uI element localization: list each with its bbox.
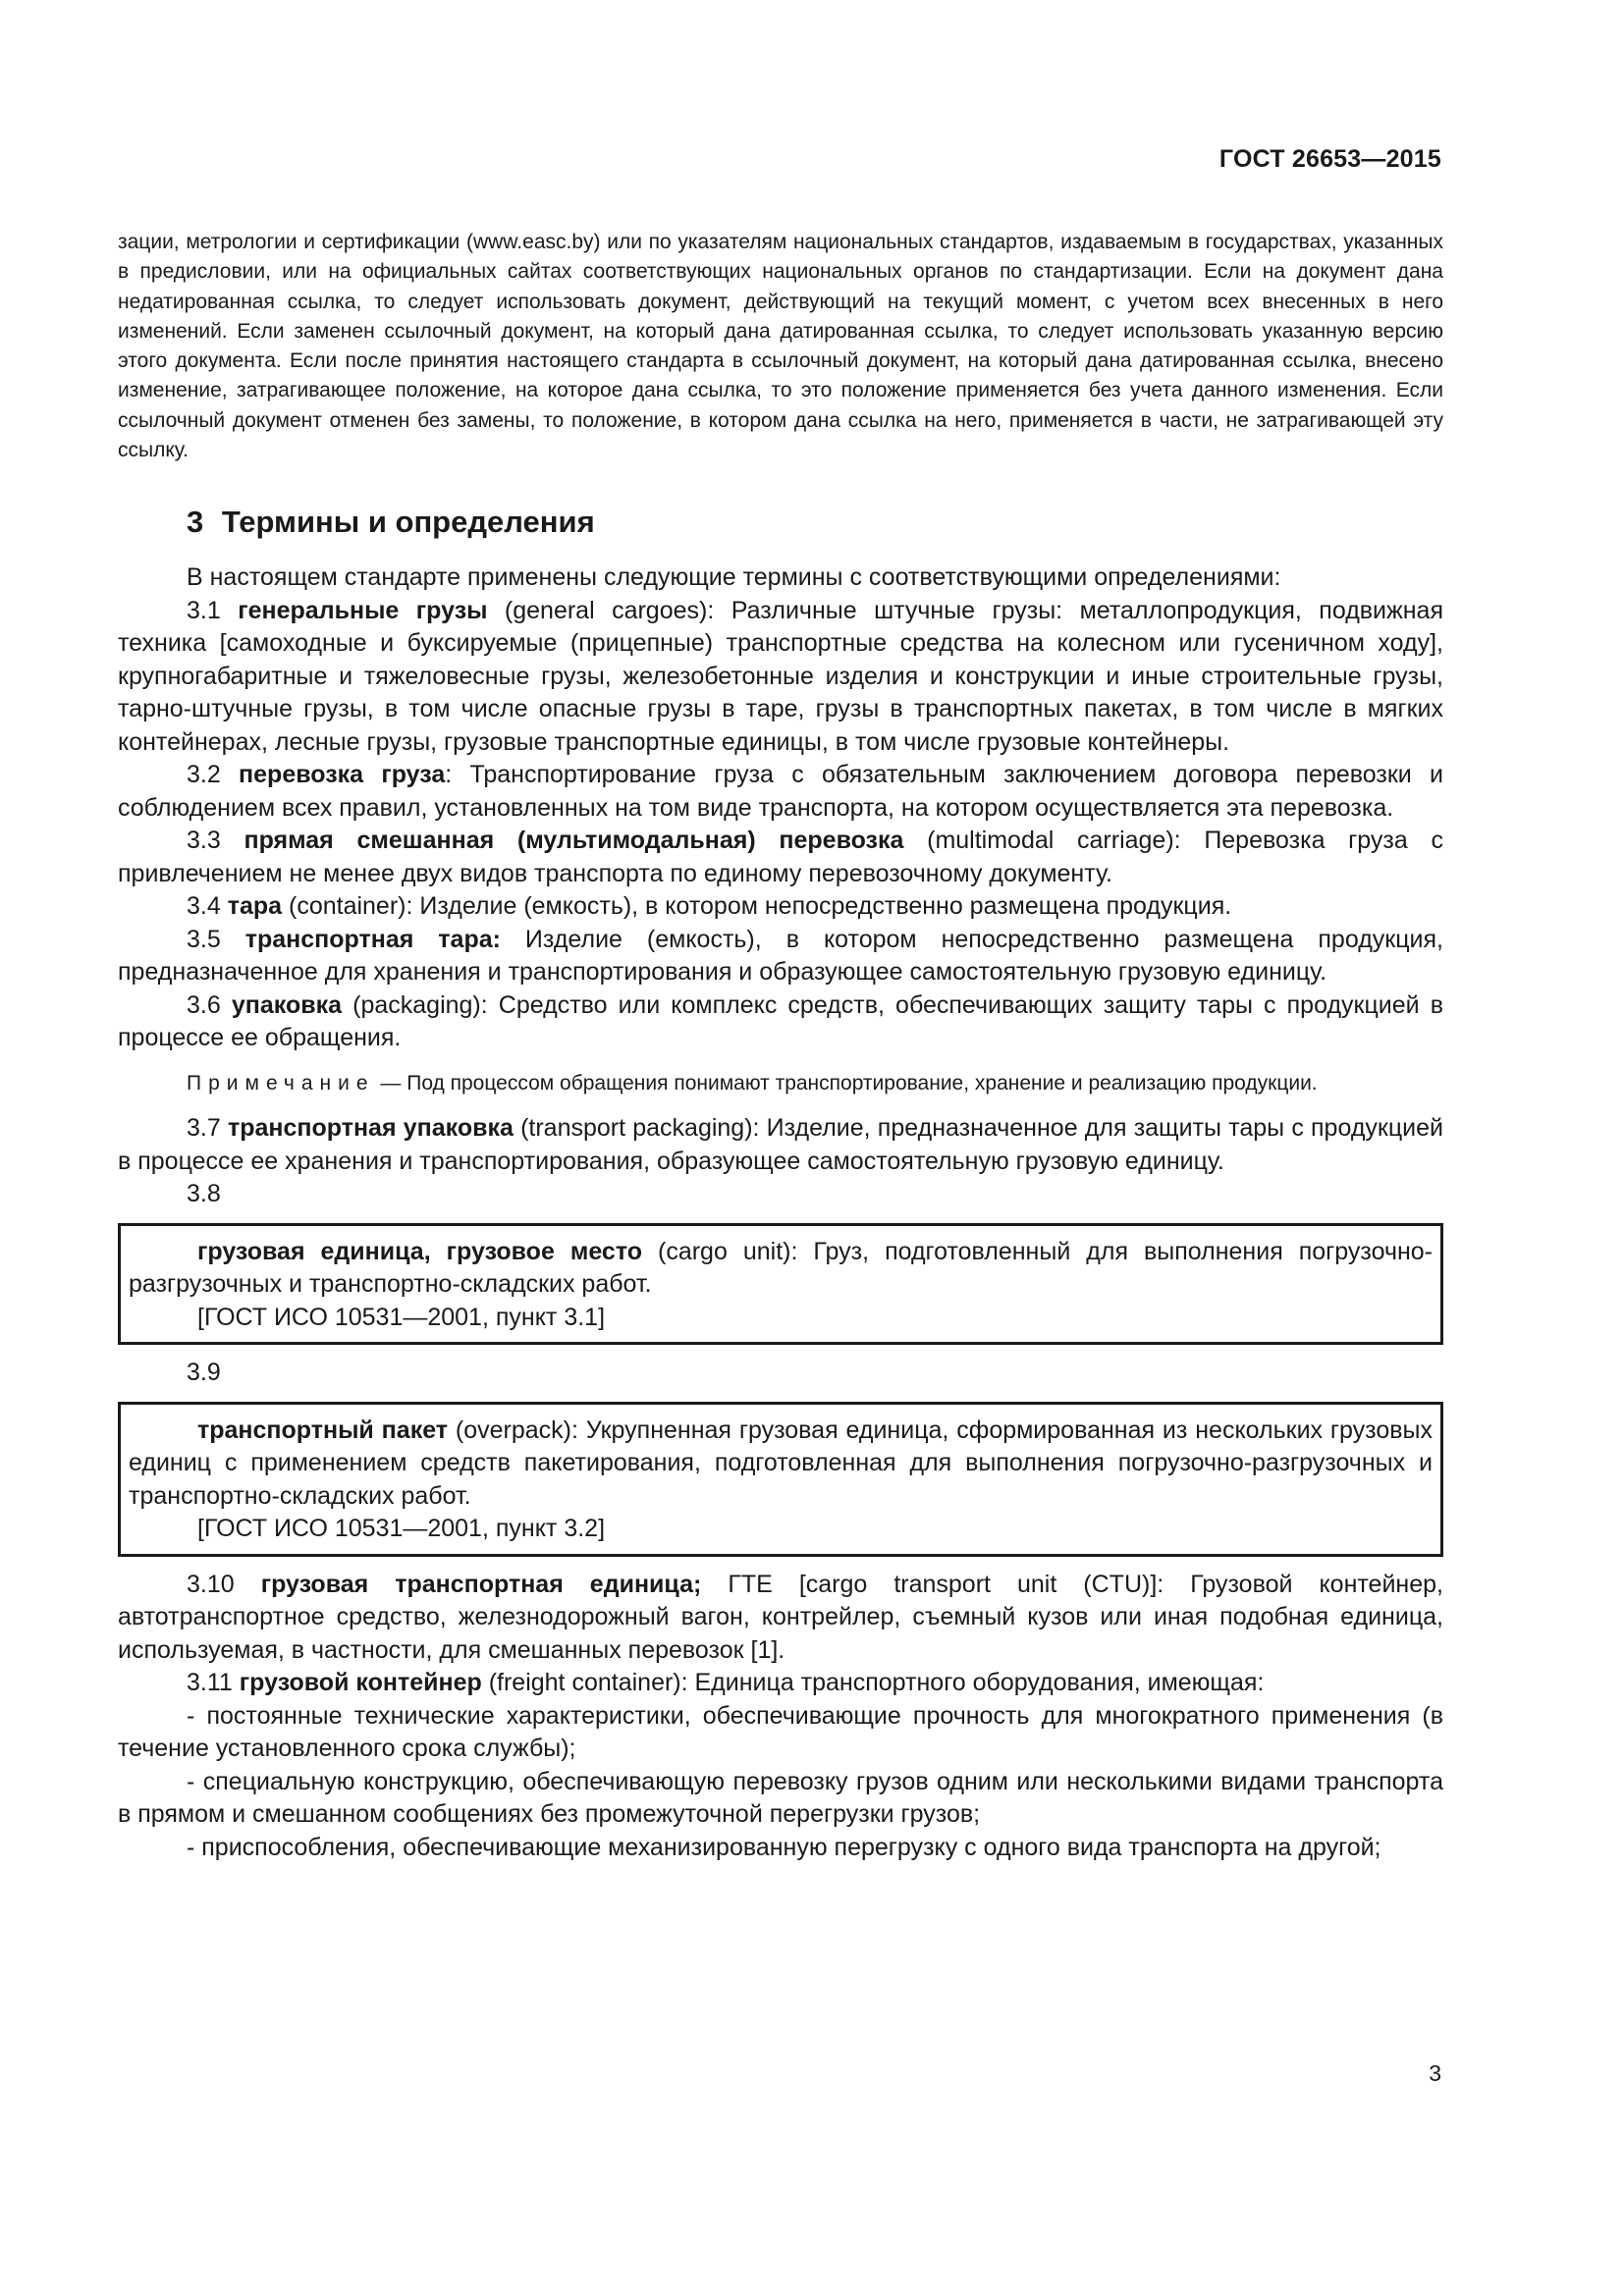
term-3-2 xyxy=(118,759,1443,825)
term-name: транспортная упаковка xyxy=(227,1114,514,1143)
term-3-10 xyxy=(118,1569,1443,1668)
term-name: транспортный пакет xyxy=(197,1415,449,1444)
term-source-reference: [ГОСТ ИСО 10531—2001, пункт 3.2] xyxy=(197,1515,606,1543)
term-3-9 xyxy=(129,1415,1433,1514)
section-lead: В настоящем стандарте применены следующие термины с соответствующими определениями: xyxy=(187,563,1281,592)
term-definition: (multimodal carriage): Перевозка груза с привлечением не менее двух видов транспорта по единому перевозочному документу. xyxy=(118,827,1443,887)
term-number: 3.3 xyxy=(187,827,221,855)
term-definition: (cargo unit): Груз, подготовленный для выполнения погрузочно-разгрузочных и транспортно-складских работ. xyxy=(129,1237,1433,1299)
term-definition: (overpack): Укрупненная грузовая единица, сформированная из нескольких грузовых единиц с применением средств пакетирования, подготовленная для выполнения погрузочно-разгрузочных и транспортно-складских работ. xyxy=(129,1415,1434,1510)
term-3-1 xyxy=(118,595,1443,760)
term-definition: (freight container): Единица транспортного оборудования, имеющая: xyxy=(481,1669,1265,1697)
term-number: 3.4 xyxy=(187,892,221,921)
term-name: упаковка xyxy=(231,990,343,1019)
term-name: грузовой контейнер xyxy=(239,1669,482,1697)
term-definition: : Транспортирование груза с обязательным заключением договора перевозки и соблюдением всех правил, установленных на том виде транспорта, на котором осуществляется эта перевозка. xyxy=(118,761,1443,822)
term-definition: (packaging): Средство или комплекс средств, обеспечивающих защиту тары с продукцией в процессе ее обращения. xyxy=(118,990,1444,1052)
term-3-5 xyxy=(118,924,1443,989)
term-3-8-number: 3.8 xyxy=(187,1180,221,1208)
term-3-9-number: 3.9 xyxy=(187,1359,221,1387)
term-number: 3.5 xyxy=(187,925,221,953)
term-number: 3.1 xyxy=(187,596,221,624)
term-name: перевозка груза xyxy=(239,761,446,789)
term-name: грузовая транспортная единица; xyxy=(260,1570,702,1598)
term-name: генеральные грузы xyxy=(238,596,488,624)
note-text: — Под процессом обращения понимают транспортирование, хранение и реализацию продукции. xyxy=(374,1071,1318,1095)
term-3-8-box xyxy=(118,1223,1443,1346)
term-3-7 xyxy=(118,1112,1443,1178)
term-name: прямая смешанная (мультимодальная) перевозка xyxy=(244,827,904,855)
term-3-11 xyxy=(118,1667,1443,1700)
term-3-3 xyxy=(118,825,1443,890)
term-number: 3.6 xyxy=(187,990,221,1019)
term-number: 3.11 xyxy=(187,1669,233,1697)
term-number: 3.7 xyxy=(187,1114,221,1143)
term-definition: (general cargoes): Различные штучные грузы: металлопродукция, подвижная техника [самоходные и буксируемые (прицепные) транспортные средства на колесном или гусеничном ходу], крупногабаритные и тяжеловесные грузы, железобетонные изделия и конструкции и иные строительные грузы, тарно-штучные грузы, в том числе опасные грузы в таре, грузы в транспортных пакетах, в том числе в мягких контейнерах, лесные грузы, грузовые транспортные единицы, в том числе грузовые контейнеры. xyxy=(118,596,1443,756)
term-definition: (container): Изделие (емкость), в котором непосредственно размещена продукция. xyxy=(282,892,1232,921)
document-header: ГОСТ 26653—2015 xyxy=(1218,145,1441,173)
term-name: грузовая единица, грузовое место xyxy=(197,1237,643,1265)
term-name: транспортная тара: xyxy=(244,925,501,953)
note-paragraph xyxy=(118,1069,1443,1099)
term-number: 3.2 xyxy=(187,761,221,789)
section-title: Термины и определения xyxy=(221,505,595,540)
term-definition: ГТЕ [cargo transport unit (CTU)]: Грузовой контейнер, автотранспортное средство, железнодорожный вагон, контрейлер, съемный кузов или иная подобная единица, используемая, в частности, для смешанных перевозок [1]. xyxy=(118,1570,1443,1664)
term-number: 3.10 xyxy=(187,1570,235,1598)
list-item: - приспособления, обеспечивающие механизированную перегрузку с одного вида транспорта на другой; xyxy=(187,1833,1381,1861)
page-content xyxy=(118,228,1443,1864)
term-definition: (transport packaging): Изделие, предназначенное для защиты тары с продукцией в процессе ее хранения и транспортирования, образующее самостоятельную грузовую единицу. xyxy=(118,1114,1443,1175)
term-source-reference: [ГОСТ ИСО 10531—2001, пункт 3.1] xyxy=(197,1303,606,1331)
list-item: - специальную конструкцию, обеспечивающую перевозку грузов одним или несколькими видами транспорта в прямом и смешанном сообщениях без промежуточной перегрузки грузов; xyxy=(118,1767,1443,1829)
term-name: тара xyxy=(227,892,283,921)
section-heading xyxy=(187,505,1443,540)
note-label: Примечание xyxy=(187,1071,375,1095)
term-3-8 xyxy=(129,1236,1433,1302)
section-number: 3 xyxy=(187,505,204,540)
term-definition: Изделие (емкость), в котором непосредственно размещена продукция, предназначенное для хранения и транспортирования и образующее самостоятельную грузовую единицу. xyxy=(118,925,1443,987)
page-number: 3 xyxy=(1429,2060,1441,2086)
term-3-4 xyxy=(118,890,1443,924)
term-3-9-box xyxy=(118,1402,1443,1557)
term-3-6 xyxy=(118,989,1443,1055)
list-item: - постоянные технические характеристики, обеспечивающие прочность для многократного применения (в течение установленного срока службы); xyxy=(118,1701,1443,1763)
intro-paragraph: зации, метрологии и сертификации (www.easc.by) или по указателям национальных стандартов, издаваемым в государствах, указанных в предисловии, или на официальных сайтах соответствующих национальных органов по стандартизации. Если на документ дана недатированная ссылка, то следует использовать документ, действующий на текущий момент, с учетом всех внесенных в него изменений. Если заменен ссылочный документ, на который дана датированная ссылка, то следует использовать указанную версию этого документа. Если после принятия настоящего стандарта в ссылочный документ, на который дана датированная ссылка, внесено изменение, затрагивающее положение, на которое дана ссылка, то это положение применяется без учета данного изменения. Если ссылочный документ отменен без замены, то положение, в котором дана ссылка на него, применяется в части, не затрагивающей эту ссылку. xyxy=(118,231,1443,462)
